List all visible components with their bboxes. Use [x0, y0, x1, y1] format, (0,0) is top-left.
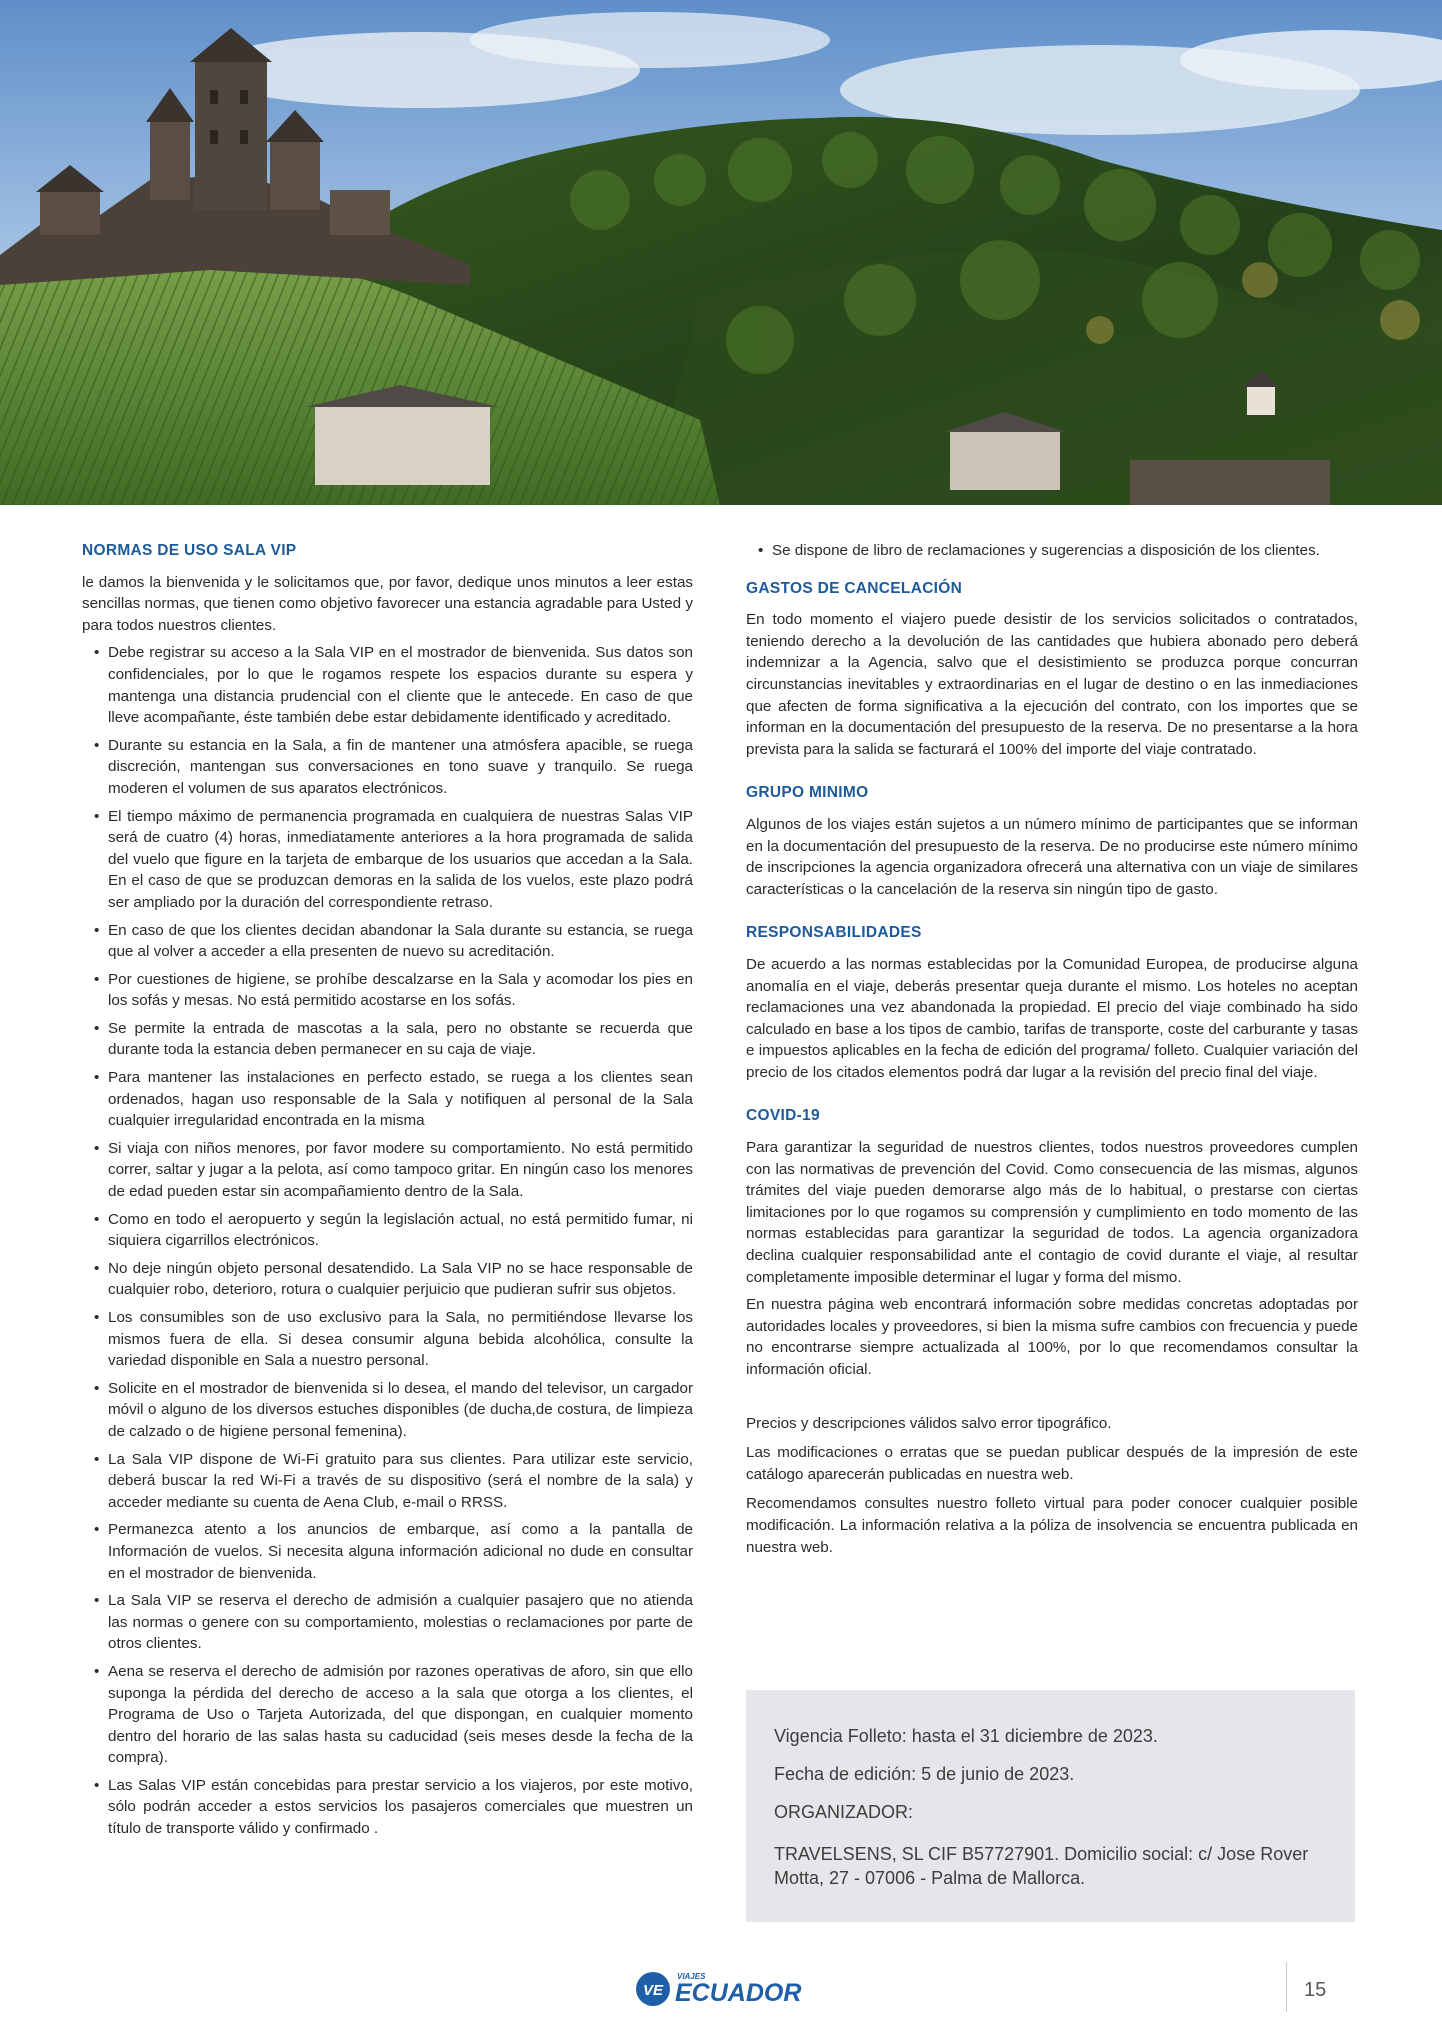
- rules-list: [82, 642, 693, 1839]
- rule-item: • La Sala VIP dispone de Wi-Fi gratuito para sus clientes. Para utilizar este servicio, deberá buscar la red Wi-Fi a través de su dispositivo (será el nombre de la sala) y acceder mediante su cuenta de Aena Club, e-mail o RRSS.: [108, 1449, 693, 1514]
- section-title: COVID-19: [746, 1107, 820, 1125]
- section-paragraph: En nuestra página web encontrará información sobre medidas concretas adoptadas por autoridades locales y proveedores, si bien la misma sufre cambios con frecuencia y puede no encontrarse siempre actualizada al 100%, por lo que recomendamos consultar la información oficial.: [746, 1296, 1358, 1378]
- vigencia-text: Vigencia Folleto: hasta el 31 diciembre de 2023.: [774, 1726, 1158, 1746]
- rule-item: • En caso de que los clientes decidan abandonar la Sala durante su estancia, se ruega que al volver a acceder a ella presenten de nuevo su acreditación.: [108, 920, 693, 963]
- left-column: [82, 540, 693, 1846]
- rule-item: • Para mantener las instalaciones en perfecto estado, se ruega a los clientes sean ordenados, hagan uso responsable de la Sala y notifiquen al personal de la Sala cualquier irregularidad encontrada en la misma: [108, 1067, 693, 1132]
- rule-item: • Permanezca atento a los anuncios de embarque, así como a la pantalla de Información de vuelos. Si necesita alguna información adicional no dude en consultar en el mostrador de bienvenida.: [108, 1519, 693, 1584]
- legal-note: Precios y descripciones válidos salvo error tipográfico.: [746, 1414, 1112, 1432]
- logo-mark: VE: [642, 1982, 664, 1999]
- organizador-text: TRAVELSENS, SL CIF B57727901. Domicilio social: c/ Jose Rover Motta, 27 - 07006 - Palma de Mallorca.: [774, 1844, 1309, 1888]
- organizador-label: ORGANIZADOR:: [774, 1802, 914, 1822]
- section-grupo-minimo: [746, 782, 1358, 900]
- rule-item: • Aena se reserva el derecho de admisión por razones operativas de aforo, sin que ello suponga la pérdida del derecho de acceso a la sala que otorga a los clientes, el Programa de Uso o Tarjeta Autorizada, del que dispongan, en cualquier momento dentro del horario de las salas hasta su caducidad (seis meses desde la fecha de la compra).: [108, 1661, 693, 1769]
- rule-item: • La Sala VIP se reserva el derecho de admisión a cualquier pasajero que no atienda las normas o genere con su comportamiento, molestias o reclamaciones por parte de otros clientes.: [108, 1590, 693, 1655]
- fecha-edicion-text: Fecha de edición: 5 de junio de 2023.: [774, 1764, 1075, 1784]
- section-paragraph: De acuerdo a las normas establecidas por la Comunidad Europea, de producirse alguna anomalía en el viaje, deberás presentar queja durante el mismo. Los hoteles no aceptan reclamaciones una vez abandonada la propiedad. El precio del viaje combinado ha sido calculado en base a los tipos de cambio, tarifas de transporte, coste del carburante y tasas e impuestos aplicables en la fecha de edición del programa/ folleto. Cualquier variación del precio de los citados elementos podrá dar lugar a la revisión del precio final del viaje.: [746, 955, 1358, 1081]
- brochure-info-box: [746, 1690, 1355, 1922]
- rule-item: • Si viaja con niños menores, por favor modere su comportamiento. No está permitido correr, saltar y jugar a la pelota, así como tampoco gritar. En ningún caso los menores de edad pueden estar sin acompañamiento dentro de la Sala.: [108, 1138, 693, 1203]
- legal-note: Recomendamos consultes nuestro folleto virtual para poder conocer cualquier posible modificación. La información relativa a la póliza de insolvencia se encuentra publicada en nuestra web.: [746, 1495, 1358, 1556]
- hero-photo-castle-hillside: [0, 0, 1442, 505]
- rule-item: • El tiempo máximo de permanencia programada en cualquiera de nuestras Salas VIP será de cuatro (4) horas, inmediatamente anteriores a la hora programada de salida del vuelo que figure en la tarjeta de embarque de los usuarios que accedan a la Sala. En el caso de que se produzcan demoras en la salida de los vuelos, este plazo podrá ser ampliado por la duración del correspondiente retraso.: [108, 806, 693, 914]
- section-paragraph: En todo momento el viajero puede desistir de los servicios solicitados o contratados, teniendo derecho a la devolución de las cantidades que hubiera abonado pero deberá indemnizar a la Agencia, salvo que el desistimiento se produzca porque concurran circunstancias inevitables y extraordinarias en el lugar de destino o en las inmediaciones que afecten de forma significativa a la ejecución del contrato, con los importes que se informan en la documentación del presupuesto de la reserva. De no presentarse a la hora prevista para la salida se facturará el 100% del importe del viaje contratado.: [746, 611, 1358, 758]
- section-covid: [746, 1105, 1358, 1380]
- rule-item: • Como en todo el aeropuerto y según la legislación actual, no está permitido fumar, ni siquiera cigarrillos electrónicos.: [108, 1209, 693, 1252]
- rule-item: • Los consumibles son de uso exclusivo para la Sala, no permitiéndose llevarse los mismos fuera de ella. Si desea consumir alguna bebida alcohólica, consulte la variedad disponible en Sala a nuestro personal.: [108, 1307, 693, 1372]
- section-title: RESPONSABILIDADES: [746, 924, 922, 942]
- rule-item: • Por cuestiones de higiene, se prohíbe descalzarse en la Sala y acomodar los pies en los sofás y mesas. No está permitido acostarse en los sofás.: [108, 969, 693, 1012]
- logo-small-text: VIAJES: [677, 1972, 706, 1981]
- right-column: [746, 540, 1358, 1566]
- section-paragraph: Algunos de los viajes están sujetos a un número mínimo de participantes que se informan en la documentación del presupuesto de la reserva. De no producirse este número mínimo de inscripciones la agencia organizadora ofrecerá una alternativa con un viaje de similares características o la cancelación de la reserva sin ningún tipo de gasto.: [746, 815, 1358, 898]
- section-responsabilidades: [746, 922, 1358, 1083]
- rule-item: • Se permite la entrada de mascotas a la sala, pero no obstante se recuerda que durante toda la estancia deben permanecer en su caja de viaje.: [108, 1018, 693, 1061]
- rule-item: • Debe registrar su acceso a la Sala VIP en el mostrador de bienvenida. Sus datos son confidenciales, por lo que le rogamos respete los espacios durante su espera y mantenga una distancia prudencial con el cliente que le antecede. En caso de que lleve acompañante, éste también debe estar debidamente identificado y acreditado.: [108, 642, 693, 728]
- legal-note: Las modificaciones o erratas que se puedan publicar después de la impresión de este catálogo aparecerán publicadas en nuestra web.: [746, 1444, 1358, 1483]
- section-title: GASTOS DE CANCELACIÓN: [746, 579, 963, 597]
- page-number-divider: [1286, 1962, 1287, 2012]
- section-paragraph: Para garantizar la seguridad de nuestros clientes, todos nuestros proveedores cumplen con las normativas de prevención del Covid. Como consecuencia de las mismas, algunos trámites del viaje pueden demorarse algo más de lo habitual, o prestarse con ciertas limitaciones por lo que rogamos su comprensión y cumplimiento en todo momento de las normas establecidas para garantizar la seguridad de todos. La agencia organizadora declina cualquier responsabilidad ante el contagio de covid durante el viaje, al resultar completamente imposible determinar el lugar y forma del mismo.: [746, 1139, 1358, 1286]
- viajes-ecuador-logo: [633, 1968, 805, 2008]
- rule-item-reclamaciones: • Se dispone de libro de reclamaciones y sugerencias a disposición de los clientes.: [772, 540, 1358, 562]
- rule-item: • Solicite en el mostrador de bienvenida si lo desea, el mando del televisor, un cargador móvil o alguno de los diversos estuches disponibles (de ducha,de costura, de limpieza de calzado o de higiene personal femenina).: [108, 1378, 693, 1443]
- logo-main-text: ECUADOR: [675, 1979, 802, 2007]
- intro-paragraph: le damos la bienvenida y le solicitamos que, por favor, dedique unos minutos a leer estas sencillas normas, que tienen como objetivo favorecer una estancia agradable para Usted y para todos nuestros clientes.: [82, 573, 693, 634]
- section-gastos-cancelacion: [746, 578, 1358, 761]
- rule-item: • No deje ningún objeto personal desatendido. La Sala VIP no se hace responsable de cualquier robo, deterioro, rotura o cualquier perjuicio que pudieran sufrir sus objetos.: [108, 1258, 693, 1301]
- legal-notes: [746, 1413, 1358, 1559]
- section-title-normas: NORMAS DE USO SALA VIP: [82, 542, 297, 559]
- page-number: 15: [1304, 1979, 1327, 2001]
- rule-item: • Las Salas VIP están concebidas para prestar servicio a los viajeros, por este motivo, sólo podrán acceder a estos servicios los pasajeros comerciales que muestren un título de transporte válido y confirmado .: [108, 1775, 693, 1840]
- top-bullet-list: [746, 540, 1358, 562]
- section-title: GRUPO MINIMO: [746, 784, 869, 802]
- rule-item: • Durante su estancia en la Sala, a fin de mantener una atmósfera apacible, se ruega discreción, mantengan sus conversaciones en tono suave y tranquilo. Se ruega moderen el volumen de sus aparatos electrónicos.: [108, 735, 693, 800]
